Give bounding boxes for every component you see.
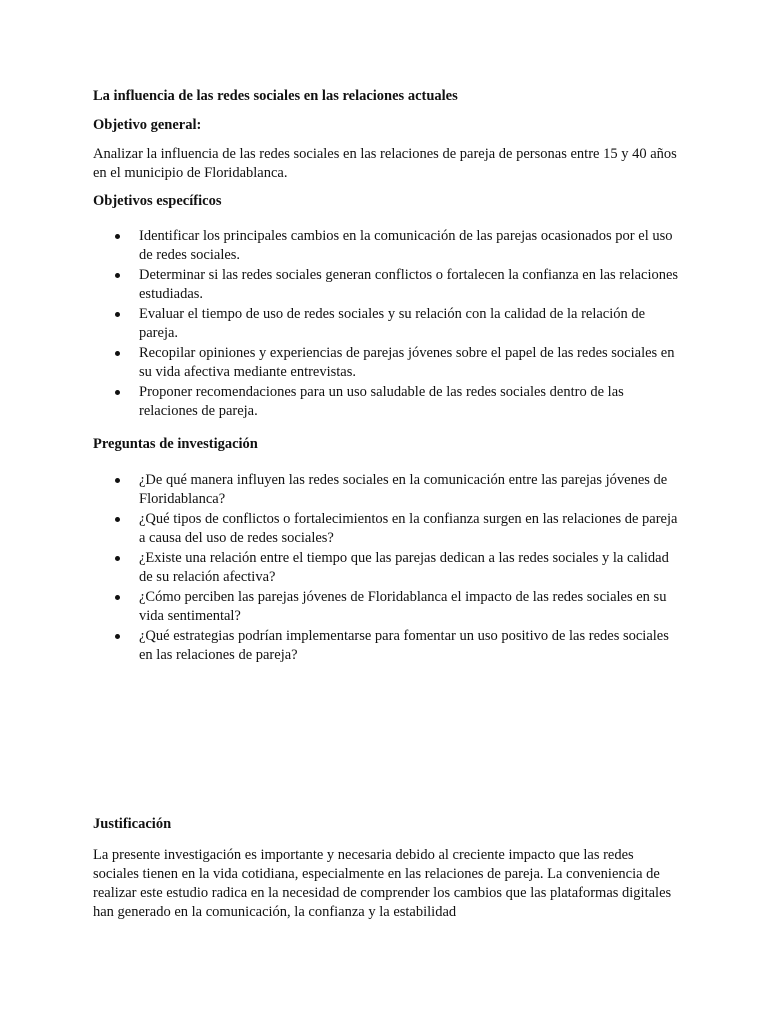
bullet-icon xyxy=(115,517,120,522)
list-item-text: Proponer recomendaciones para un uso saludable de las redes sociales dentro de las relaciones de pareja. xyxy=(139,384,624,419)
research-questions-heading: Preguntas de investigación xyxy=(93,436,258,452)
bullet-icon xyxy=(115,312,120,317)
list-item-text: ¿Existe una relación entre el tiempo que las parejas dedican a las redes sociales y la calidad de su relación afectiva? xyxy=(139,550,669,585)
list-item-text: Evaluar el tiempo de uso de redes sociales y su relación con la calidad de la relación de pareja. xyxy=(139,306,646,341)
list-item-text: ¿Qué tipos de conflictos o fortalecimientos en la confianza surgen en las relaciones de pareja a causa del uso de redes sociales? xyxy=(139,511,678,546)
specific-objectives-heading: Objetivos específicos xyxy=(93,193,222,209)
list-item xyxy=(93,266,683,304)
list-item xyxy=(93,344,683,382)
list-item-text: ¿Cómo perciben las parejas jóvenes de Floridablanca el impacto de las redes sociales en su vida sentimental? xyxy=(139,589,667,624)
general-objective-text: Analizar la influencia de las redes sociales en las relaciones de pareja de personas entre 15 y 40 años en el municipio de Floridablanca. xyxy=(93,146,677,181)
bullet-icon xyxy=(115,556,120,561)
justification-heading: Justificación xyxy=(93,816,172,832)
list-item xyxy=(93,588,683,626)
list-item xyxy=(93,305,683,343)
list-item-text: Determinar si las redes sociales generan conflictos o fortalecen la confianza en las relaciones estudiadas. xyxy=(139,267,679,302)
list-item-text: ¿De qué manera influyen las redes sociales en la comunicación entre las parejas jóvenes de Floridablanca? xyxy=(139,472,668,507)
list-item-text: Recopilar opiniones y experiencias de parejas jóvenes sobre el papel de las redes sociales en su vida afectiva mediante entrevistas. xyxy=(139,345,675,380)
list-item xyxy=(93,471,683,509)
list-item xyxy=(93,627,683,665)
bullet-icon xyxy=(115,478,120,483)
list-item xyxy=(93,510,683,548)
list-item xyxy=(93,227,683,265)
bullet-icon xyxy=(115,273,120,278)
justification-text: La presente investigación es importante y necesaria debido al creciente impacto que las redes sociales tienen en la vida cotidiana, especialmente en las relaciones de pareja. La conveniencia de realizar este estudio radica en la necesidad de comprender los cambios que las plataformas digitales han generado en la comunicación, la confianza y la estabilidad xyxy=(93,847,672,920)
specific-objectives-list xyxy=(93,227,683,422)
bullet-icon xyxy=(115,634,120,639)
list-item-text: Identificar los principales cambios en la comunicación de las parejas ocasionados por el uso de redes sociales. xyxy=(139,228,673,263)
research-questions-list xyxy=(93,471,683,666)
general-objective-heading: Objetivo general: xyxy=(93,117,202,133)
list-item xyxy=(93,383,683,421)
bullet-icon xyxy=(115,595,120,600)
bullet-icon xyxy=(115,234,120,239)
document-title: La influencia de las redes sociales en las relaciones actuales xyxy=(93,88,458,104)
list-item xyxy=(93,549,683,587)
bullet-icon xyxy=(115,390,120,395)
list-item-text: ¿Qué estrategias podrían implementarse para fomentar un uso positivo de las redes sociales en las relaciones de pareja? xyxy=(139,628,669,663)
bullet-icon xyxy=(115,351,120,356)
